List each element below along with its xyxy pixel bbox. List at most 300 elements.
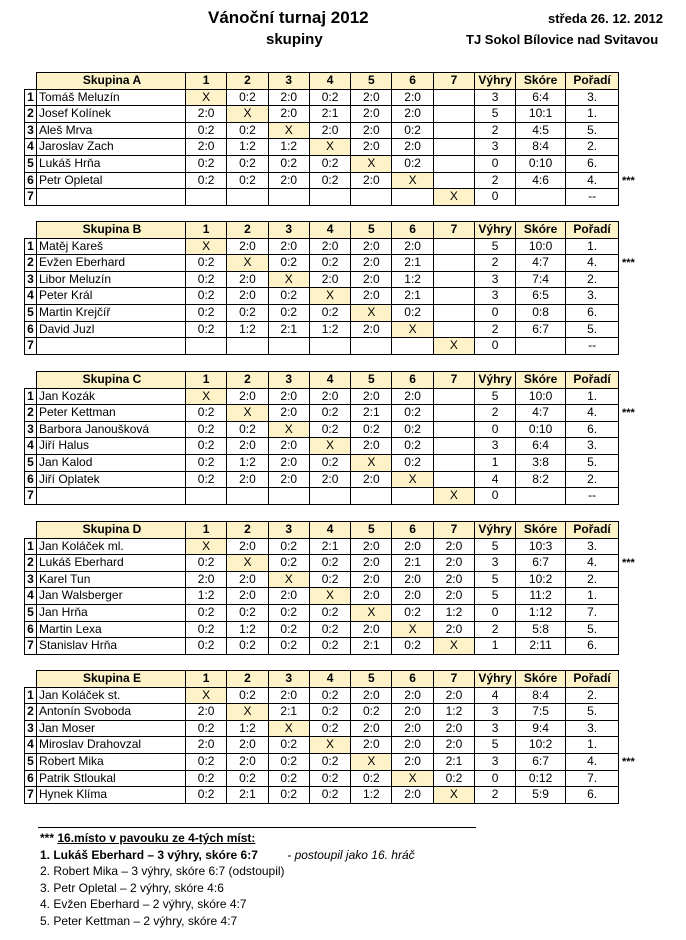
rank-cell: 3. xyxy=(566,538,619,555)
column-header: 5 xyxy=(351,73,392,90)
score-cell: 6:4 xyxy=(516,438,566,455)
match-result: 0:2 xyxy=(268,737,309,754)
column-header: Pořadí xyxy=(566,372,619,389)
group-header-row xyxy=(25,73,619,90)
match-result: 2:0 xyxy=(392,687,433,704)
match-result: 2:0 xyxy=(433,737,474,754)
score-cell: 4:5 xyxy=(516,122,566,139)
match-result: X xyxy=(227,106,268,123)
match-result: 2:0 xyxy=(268,471,309,488)
rank-cell: 5. xyxy=(566,454,619,471)
row-number: 7 xyxy=(25,638,37,655)
match-result: 0:2 xyxy=(268,304,309,321)
table-row xyxy=(25,720,619,737)
match-result: X xyxy=(268,421,309,438)
match-result xyxy=(433,421,474,438)
row-number: 6 xyxy=(25,471,37,488)
match-result: 2:1 xyxy=(433,753,474,770)
column-header: 3 xyxy=(268,522,309,539)
match-result: 2:0 xyxy=(351,588,392,605)
match-result: 0:2 xyxy=(268,621,309,638)
match-result xyxy=(227,488,268,505)
column-header: 3 xyxy=(268,73,309,90)
column-header: 5 xyxy=(351,671,392,688)
match-result: 0:2 xyxy=(392,604,433,621)
match-result: 2:0 xyxy=(351,122,392,139)
match-result: 2:0 xyxy=(227,388,268,405)
table-row xyxy=(25,405,619,422)
table-row xyxy=(25,189,619,206)
match-result: 2:1 xyxy=(268,321,309,338)
score-cell xyxy=(516,338,566,355)
match-result: 0:2 xyxy=(433,770,474,787)
table-row xyxy=(25,471,619,488)
match-result: 0:2 xyxy=(186,787,227,804)
table-row xyxy=(25,89,619,106)
table-row xyxy=(25,304,619,321)
match-result: X xyxy=(392,621,433,638)
column-header: 6 xyxy=(392,73,433,90)
notes-heading xyxy=(40,830,680,847)
row-number: 3 xyxy=(25,720,37,737)
match-result: 1:2 xyxy=(227,454,268,471)
wins-cell: 2 xyxy=(475,122,516,139)
rank-cell: 5. xyxy=(566,621,619,638)
player-name: Jan Hrňa xyxy=(37,604,186,621)
player-name: Jiří Oplatek xyxy=(37,471,186,488)
row-number: 7 xyxy=(25,488,37,505)
match-result: X xyxy=(351,454,392,471)
score-cell: 0:10 xyxy=(516,421,566,438)
wins-cell: 2 xyxy=(475,787,516,804)
row-number: 1 xyxy=(25,388,37,405)
match-result: 0:2 xyxy=(186,555,227,572)
match-result: X xyxy=(186,238,227,255)
score-cell: 10:3 xyxy=(516,538,566,555)
player-name xyxy=(37,189,186,206)
match-result: X xyxy=(268,571,309,588)
match-result: 2:0 xyxy=(392,704,433,721)
match-result: 2:0 xyxy=(227,271,268,288)
match-result: 0:2 xyxy=(186,255,227,272)
wins-cell: 5 xyxy=(475,588,516,605)
match-result: 2:0 xyxy=(351,571,392,588)
match-result: 0:2 xyxy=(309,454,350,471)
wins-cell: 5 xyxy=(475,737,516,754)
notes-item: 3. Petr Opletal – 2 výhry, skóre 4:6 xyxy=(40,880,224,895)
match-result: 0:2 xyxy=(309,89,350,106)
row-number: 6 xyxy=(25,172,37,189)
advancement-marker: *** xyxy=(622,257,635,270)
row-number: 3 xyxy=(25,421,37,438)
player-name xyxy=(37,488,186,505)
rank-cell: 2. xyxy=(566,139,619,156)
group-table-a xyxy=(24,72,619,206)
wins-cell: 0 xyxy=(475,604,516,621)
table-row xyxy=(25,571,619,588)
match-result xyxy=(433,106,474,123)
player-name: David Juzl xyxy=(37,321,186,338)
column-header: Pořadí xyxy=(566,522,619,539)
match-result: 2:0 xyxy=(309,388,350,405)
column-header: 6 xyxy=(392,222,433,239)
match-result: 0:2 xyxy=(392,304,433,321)
wins-cell: 0 xyxy=(475,770,516,787)
match-result: 0:2 xyxy=(392,438,433,455)
player-name: Lukáš Eberhard xyxy=(37,555,186,572)
column-header: 2 xyxy=(227,671,268,688)
match-result: 2:0 xyxy=(351,687,392,704)
event-date: středa 26. 12. 2012 xyxy=(548,11,663,26)
match-result xyxy=(351,488,392,505)
row-number: 7 xyxy=(25,338,37,355)
column-header: Výhry xyxy=(475,73,516,90)
match-result: X xyxy=(351,304,392,321)
player-name: Petr Opletal xyxy=(37,172,186,189)
match-result: 0:2 xyxy=(309,704,350,721)
wins-cell: 0 xyxy=(475,488,516,505)
match-result: 2:0 xyxy=(351,255,392,272)
group-name: Skupina C xyxy=(37,372,186,389)
wins-cell: 3 xyxy=(475,271,516,288)
match-result: 2:0 xyxy=(309,122,350,139)
match-result: 2:0 xyxy=(227,588,268,605)
table-row xyxy=(25,155,619,172)
player-name: Tomáš Meluzín xyxy=(37,89,186,106)
notes-item: 2. Robert Mika – 3 výhry, skóre 6:7 (odstoupil) xyxy=(40,864,285,879)
score-cell: 9:4 xyxy=(516,720,566,737)
row-number: 4 xyxy=(25,288,37,305)
match-result: 2:0 xyxy=(186,704,227,721)
player-name: Peter Král xyxy=(37,288,186,305)
table-row xyxy=(25,238,619,255)
row-number: 6 xyxy=(25,621,37,638)
table-row xyxy=(25,421,619,438)
table-row xyxy=(25,770,619,787)
rank-cell: -- xyxy=(566,189,619,206)
match-result: 2:1 xyxy=(268,704,309,721)
match-result: 2:0 xyxy=(186,139,227,156)
wins-cell: 2 xyxy=(475,172,516,189)
player-name: Antonín Svoboda xyxy=(37,704,186,721)
match-result xyxy=(433,454,474,471)
match-result: 2:0 xyxy=(227,238,268,255)
match-result: 2:0 xyxy=(433,571,474,588)
match-result: 1:2 xyxy=(227,139,268,156)
match-result xyxy=(433,238,474,255)
rank-cell: 3. xyxy=(566,438,619,455)
match-result: 0:2 xyxy=(309,405,350,422)
match-result xyxy=(433,388,474,405)
match-result xyxy=(351,338,392,355)
match-result: 2:0 xyxy=(268,687,309,704)
player-name: Jiří Halus xyxy=(37,438,186,455)
player-name: Aleš Mrva xyxy=(37,122,186,139)
advancement-marker: *** xyxy=(622,557,635,570)
player-name: Stanislav Hrňa xyxy=(37,638,186,655)
rank-cell: 3. xyxy=(566,288,619,305)
notes-item-first-text: 1. Lukáš Eberhard – 3 výhry, skóre 6:7 xyxy=(40,847,258,862)
rank-cell: 4. xyxy=(566,172,619,189)
match-result: X xyxy=(351,155,392,172)
rank-cell: 1. xyxy=(566,106,619,123)
match-result: 0:2 xyxy=(309,555,350,572)
table-row xyxy=(25,621,619,638)
match-result: 0:2 xyxy=(186,621,227,638)
header-blank-cell xyxy=(25,671,37,688)
score-cell: 11:2 xyxy=(516,588,566,605)
match-result: 2:0 xyxy=(268,238,309,255)
match-result: 1:2 xyxy=(186,588,227,605)
score-cell: 6:4 xyxy=(516,89,566,106)
group-name: Skupina B xyxy=(37,222,186,239)
match-result: 2:0 xyxy=(268,388,309,405)
row-number: 2 xyxy=(25,255,37,272)
score-cell: 5:8 xyxy=(516,621,566,638)
wins-cell: 3 xyxy=(475,89,516,106)
match-result: X xyxy=(309,588,350,605)
match-result xyxy=(186,338,227,355)
rank-cell: 1. xyxy=(566,238,619,255)
table-row xyxy=(25,704,619,721)
rank-cell: 5. xyxy=(566,321,619,338)
column-header: 1 xyxy=(186,73,227,90)
match-result: 0:2 xyxy=(351,704,392,721)
column-header: 1 xyxy=(186,522,227,539)
score-cell: 8:4 xyxy=(516,139,566,156)
wins-cell: 0 xyxy=(475,338,516,355)
match-result: X xyxy=(433,488,474,505)
score-cell: 6:7 xyxy=(516,753,566,770)
match-result xyxy=(351,189,392,206)
match-result: 2:0 xyxy=(392,571,433,588)
row-number: 3 xyxy=(25,271,37,288)
match-result xyxy=(433,271,474,288)
match-result: 2:0 xyxy=(351,172,392,189)
match-result: 2:0 xyxy=(351,89,392,106)
wins-cell: 3 xyxy=(475,555,516,572)
wins-cell: 3 xyxy=(475,139,516,156)
match-result: 2:0 xyxy=(227,571,268,588)
score-cell: 3:8 xyxy=(516,454,566,471)
table-row xyxy=(25,737,619,754)
match-result: 0:2 xyxy=(186,172,227,189)
header-blank-cell xyxy=(25,372,37,389)
match-result: 2:0 xyxy=(351,321,392,338)
match-result: 0:2 xyxy=(227,604,268,621)
column-header: 7 xyxy=(433,522,474,539)
player-name: Lukáš Hrňa xyxy=(37,155,186,172)
match-result: 1:2 xyxy=(309,321,350,338)
match-result: 2:0 xyxy=(392,787,433,804)
match-result xyxy=(392,488,433,505)
row-number: 1 xyxy=(25,238,37,255)
column-header: 3 xyxy=(268,671,309,688)
match-result: 0:2 xyxy=(268,770,309,787)
match-result: 2:0 xyxy=(433,687,474,704)
match-result: X xyxy=(433,189,474,206)
player-name: Barbora Janoušková xyxy=(37,421,186,438)
table-row xyxy=(25,488,619,505)
wins-cell: 1 xyxy=(475,454,516,471)
match-result: 2:1 xyxy=(351,405,392,422)
row-number: 4 xyxy=(25,139,37,156)
rank-cell: -- xyxy=(566,338,619,355)
group-table-d xyxy=(24,521,619,655)
match-result: 0:2 xyxy=(186,438,227,455)
table-row xyxy=(25,106,619,123)
column-header: Pořadí xyxy=(566,73,619,90)
match-result: 0:2 xyxy=(186,321,227,338)
column-header: 7 xyxy=(433,73,474,90)
match-result: 2:0 xyxy=(392,89,433,106)
match-result: 2:0 xyxy=(351,538,392,555)
table-row xyxy=(25,139,619,156)
match-result: 0:2 xyxy=(186,753,227,770)
score-cell: 2:11 xyxy=(516,638,566,655)
match-result: X xyxy=(309,438,350,455)
match-result: 2:0 xyxy=(351,720,392,737)
match-result: X xyxy=(268,271,309,288)
wins-cell: 0 xyxy=(475,189,516,206)
match-result: X xyxy=(268,122,309,139)
row-number: 4 xyxy=(25,737,37,754)
column-header: 1 xyxy=(186,222,227,239)
player-name: Jan Moser xyxy=(37,720,186,737)
row-number: 2 xyxy=(25,555,37,572)
group-name: Skupina E xyxy=(37,671,186,688)
player-name xyxy=(37,338,186,355)
column-header: Výhry xyxy=(475,372,516,389)
wins-cell: 3 xyxy=(475,288,516,305)
column-header: 4 xyxy=(309,222,350,239)
player-name: Hynek Klíma xyxy=(37,787,186,804)
rank-cell: 1. xyxy=(566,737,619,754)
notes-item: 5. Peter Kettman – 2 výhry, skóre 4:7 xyxy=(40,913,238,928)
match-result: 0:2 xyxy=(268,604,309,621)
rank-cell: 6. xyxy=(566,638,619,655)
match-result: X xyxy=(351,753,392,770)
header-blank-cell xyxy=(25,222,37,239)
score-cell xyxy=(516,488,566,505)
match-result: 2:0 xyxy=(351,388,392,405)
player-name: Jan Walsberger xyxy=(37,588,186,605)
match-result: 1:2 xyxy=(392,271,433,288)
player-name: Jan Kozák xyxy=(37,388,186,405)
wins-cell: 2 xyxy=(475,321,516,338)
column-header: 2 xyxy=(227,522,268,539)
wins-cell: 3 xyxy=(475,438,516,455)
match-result: 0:2 xyxy=(268,538,309,555)
table-row xyxy=(25,454,619,471)
match-result: 2:0 xyxy=(268,89,309,106)
score-cell: 0:8 xyxy=(516,304,566,321)
match-result: 2:0 xyxy=(351,139,392,156)
match-result: 2:0 xyxy=(186,737,227,754)
match-result: 0:2 xyxy=(268,638,309,655)
column-header: 2 xyxy=(227,73,268,90)
group-header-row xyxy=(25,522,619,539)
match-result: X xyxy=(227,555,268,572)
match-result: 2:0 xyxy=(351,106,392,123)
match-result: 2:0 xyxy=(392,238,433,255)
column-header: Pořadí xyxy=(566,671,619,688)
player-name: Karel Tun xyxy=(37,571,186,588)
column-header: Výhry xyxy=(475,671,516,688)
column-header: 6 xyxy=(392,671,433,688)
player-name: Jaroslav Zach xyxy=(37,139,186,156)
rank-cell: 3. xyxy=(566,720,619,737)
wins-cell: 5 xyxy=(475,388,516,405)
column-header: 6 xyxy=(392,372,433,389)
match-result xyxy=(186,488,227,505)
header-blank-cell xyxy=(25,73,37,90)
match-result: X xyxy=(227,405,268,422)
column-header: 2 xyxy=(227,222,268,239)
wins-cell: 0 xyxy=(475,155,516,172)
player-name: Miroslav Drahovzal xyxy=(37,737,186,754)
match-result: X xyxy=(392,172,433,189)
table-row xyxy=(25,753,619,770)
match-result: X xyxy=(227,704,268,721)
wins-cell: 0 xyxy=(475,304,516,321)
player-name: Josef Kolínek xyxy=(37,106,186,123)
match-result: 2:0 xyxy=(227,737,268,754)
notes-heading-prefix: *** xyxy=(40,831,55,845)
match-result: 0:2 xyxy=(268,255,309,272)
rank-cell: 2. xyxy=(566,271,619,288)
match-result xyxy=(227,338,268,355)
match-result: 2:0 xyxy=(351,471,392,488)
rank-cell: 4. xyxy=(566,555,619,572)
advancement-marker: *** xyxy=(622,407,635,420)
column-header: 1 xyxy=(186,372,227,389)
match-result: 0:2 xyxy=(309,421,350,438)
match-result: 2:1 xyxy=(227,787,268,804)
table-row xyxy=(25,588,619,605)
match-result xyxy=(227,189,268,206)
rank-cell: 4. xyxy=(566,405,619,422)
match-result: 1:2 xyxy=(433,704,474,721)
score-cell: 5:9 xyxy=(516,787,566,804)
match-result: 1:2 xyxy=(351,787,392,804)
match-result: 0:2 xyxy=(227,155,268,172)
table-row xyxy=(25,122,619,139)
match-result: X xyxy=(392,321,433,338)
wins-cell: 5 xyxy=(475,238,516,255)
score-cell: 10:2 xyxy=(516,737,566,754)
row-number: 5 xyxy=(25,604,37,621)
rank-cell: 2. xyxy=(566,687,619,704)
match-result: 2:0 xyxy=(433,588,474,605)
match-result: 0:2 xyxy=(186,271,227,288)
table-row xyxy=(25,388,619,405)
table-row xyxy=(25,555,619,572)
notes-divider xyxy=(38,827,476,828)
match-result: 0:2 xyxy=(309,638,350,655)
match-result xyxy=(433,172,474,189)
column-header: 7 xyxy=(433,222,474,239)
match-result: 2:0 xyxy=(392,720,433,737)
match-result: 2:0 xyxy=(351,621,392,638)
score-cell: 8:4 xyxy=(516,687,566,704)
notes-item-first xyxy=(40,847,680,864)
table-row xyxy=(25,288,619,305)
match-result xyxy=(392,189,433,206)
column-header: 4 xyxy=(309,671,350,688)
match-result: 2:0 xyxy=(351,271,392,288)
group-header-row xyxy=(25,222,619,239)
